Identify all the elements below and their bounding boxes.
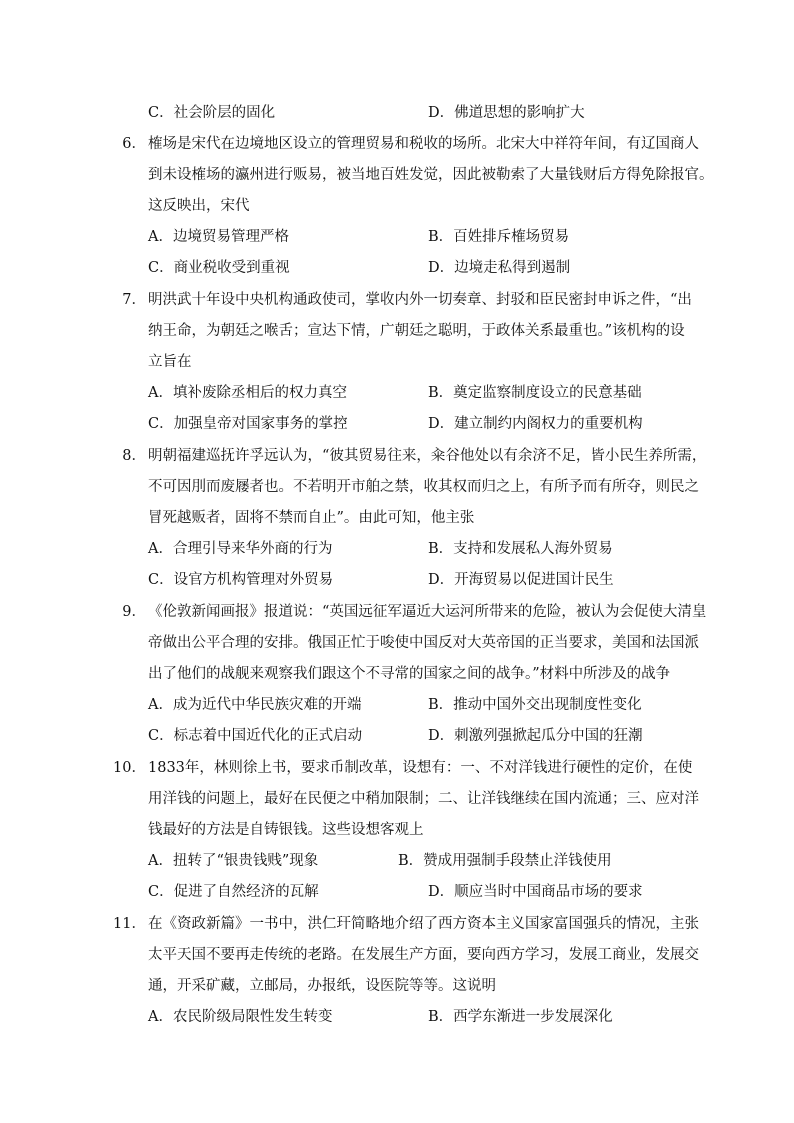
option-9-d: D．刺激列强掀起瓜分中国的狂潮 (428, 728, 643, 744)
option-6-d: D．边境走私得到遏制 (428, 260, 571, 276)
option-8-c: C．设官方机构管理对外贸易 (148, 572, 334, 588)
question-8-stem-line-2: 不可因刖而废屦者也。不若明开市舶之禁，收其权而归之上，有所予而有所夺，则民之 (148, 479, 699, 495)
question-6-stem-line-2: 到未设榷场的瀛州进行贩易，被当地百姓发觉，因此被勒索了大量钱财后方得免除报官。 (148, 167, 714, 183)
question-9-stem-line-2: 帝做出公平合理的安排。俄国正忙于唆使中国反对大英帝国的正当要求，美国和法国派 (148, 635, 699, 651)
question-7-stem-line-3: 立旨在 (148, 354, 192, 370)
question-7-stem-line-1: 明洪武十年设中央机构通政使司，掌收内外一切奏章、封驳和臣民密封申诉之件，“出 (148, 292, 692, 308)
option-10-d: D．顺应当时中国商品市场的要求 (428, 884, 643, 900)
question-11-number: 11． (113, 916, 146, 932)
option-5-d: D．佛道思想的影响扩大 (428, 105, 585, 121)
option-6-c: C．商业税收受到重视 (148, 260, 290, 276)
option-7-c: C．加强皇帝对国家事务的掌控 (148, 416, 348, 432)
question-9-stem-line-1: 《伦敦新闻画报》报道说：“英国远征军逼近大运河所带来的危险，被认为会促使大清皇 (148, 604, 707, 620)
option-6-b: B．百姓排斥榷场贸易 (428, 229, 570, 245)
question-8-stem-line-3: 冒死越贩者，固将不禁而自止”。由此可知，他主张 (148, 510, 475, 526)
option-10-b: B．赞成用强制手段禁止洋钱使用 (398, 853, 612, 869)
option-9-a: A．成为近代中华民族灾难的开端 (148, 697, 362, 713)
question-11-stem-line-3: 通，开采矿藏，立邮局，办报纸，设医院等等。这说明 (148, 978, 496, 994)
question-8-number: 8． (122, 448, 146, 464)
question-10-stem-line-2: 用洋钱的问题上，最好在民便之中稍加限制；二、让洋钱继续在国内流通；三、应对洋 (148, 791, 699, 807)
option-7-d: D．建立制约内阁权力的重要机构 (428, 416, 643, 432)
option-6-a: A．边境贸易管理严格 (148, 229, 289, 245)
question-6-number: 6． (122, 136, 146, 152)
question-6-stem-line-3: 这反映出，宋代 (148, 198, 250, 214)
question-6-stem-line-1: 榷场是宋代在边境地区设立的管理贸易和税收的场所。北宋大中祥符年间，有辽国商人 (148, 136, 699, 152)
option-7-a: A．填补废除丞相后的权力真空 (148, 385, 347, 401)
question-8-stem-line-1: 明朝福建巡抚许孚远认为，“彼其贸易往来，籴谷他处以有余济不足，皆小民生养所需， (148, 448, 707, 464)
option-8-a: A．合理引导来华外商的行为 (148, 541, 333, 557)
option-10-a: A．扭转了“银贵钱贱”现象 (148, 853, 319, 869)
question-9-stem-line-3: 出了他们的战舰来观察我们跟这个不寻常的国家之间的战争。”材料中所涉及的战争 (148, 666, 671, 682)
question-11-stem-line-1: 在《资政新篇》一书中，洪仁玕简略地介绍了西方资本主义国家富国强兵的情况，主张 (148, 916, 699, 932)
option-5-c: C．社会阶层的固化 (148, 105, 276, 121)
question-7-stem-line-2: 纳王命，为朝廷之喉舌；宣达下情，广朝廷之聪明，于政体关系最重也。”该机构的设 (148, 323, 685, 339)
option-7-b: B．奠定监察制度设立的民意基础 (428, 385, 642, 401)
question-10-stem-line-3: 钱最好的方法是自铸银钱。这些设想客观上 (148, 822, 424, 838)
option-8-d: D．开海贸易以促进国计民生 (428, 572, 614, 588)
question-11-stem-line-2: 太平天国不要再走传统的老路。在发展生产方面，要向西方学习，发展工商业，发展交 (148, 947, 699, 963)
question-7-number: 7． (122, 292, 146, 308)
question-9-number: 9． (122, 604, 146, 620)
option-9-c: C．标志着中国近代化的正式启动 (148, 728, 363, 744)
question-10-stem-line-1: 1833年，林则徐上书，要求币制改革，设想有：一、不对洋钱进行硬性的定价，在使 (148, 760, 693, 776)
option-11-a: A．农民阶级局限性发生转变 (148, 1009, 333, 1025)
option-9-b: B．推动中国外交出现制度性变化 (428, 697, 642, 713)
option-11-b: B．西学东渐进一步发展深化 (428, 1009, 613, 1025)
option-8-b: B．支持和发展私人海外贸易 (428, 541, 613, 557)
question-10-number: 10． (113, 760, 146, 776)
option-10-c: C．促进了自然经济的瓦解 (148, 884, 319, 900)
